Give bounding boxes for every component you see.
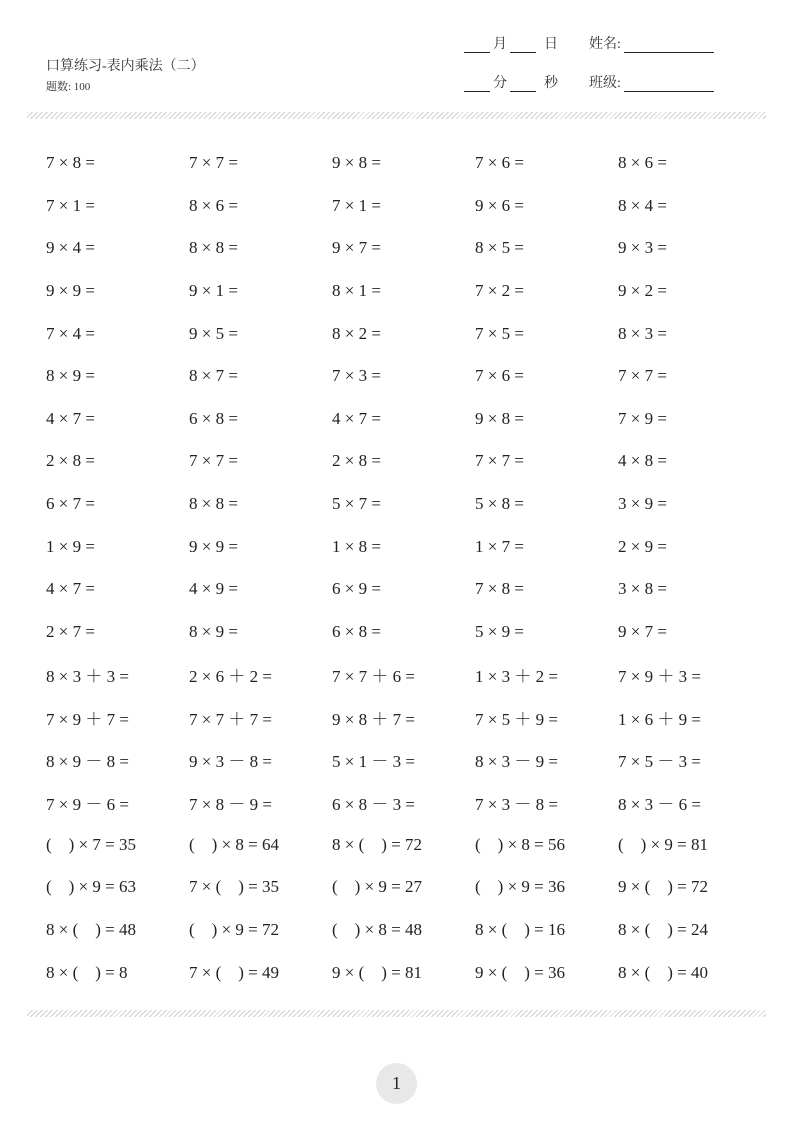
- problem-item: 8 × ( ) = 48: [46, 919, 136, 939]
- problem-item: 6 × 8 =: [332, 621, 381, 641]
- problem-item: 7 × 2 =: [475, 281, 524, 301]
- problem-item: 7 × 4 =: [46, 323, 95, 343]
- problem-item: 2 × 8 =: [332, 451, 381, 471]
- problem-item: 2 × 6 ＋ 2 =: [189, 666, 272, 686]
- problem-item: 7 × 8 － 9 =: [189, 794, 272, 814]
- problem-item: 9 × 6 =: [475, 195, 524, 215]
- problem-item: 7 × 9 ＋ 3 =: [618, 666, 701, 686]
- problem-item: 7 × 7 ＋ 7 =: [189, 709, 272, 729]
- problem-item: 9 × 3 =: [618, 238, 667, 258]
- worksheet-title: 口算练习-表内乘法（二）: [46, 59, 205, 74]
- problem-item: 4 × 8 =: [618, 451, 667, 471]
- problem-item: 1 × 8 =: [332, 536, 381, 556]
- problem-item: 9 × 7 =: [332, 238, 381, 258]
- problem-item: 8 × 3 － 9 =: [475, 752, 558, 772]
- problem-item: 7 × ( ) = 35: [189, 877, 279, 897]
- problem-item: 7 × 3 =: [332, 366, 381, 386]
- problem-item: 8 × 7 =: [189, 366, 238, 386]
- problem-count: 题数: 100: [46, 81, 91, 93]
- problem-item: 3 × 9 =: [618, 494, 667, 514]
- problem-item: 9 × 4 =: [46, 238, 95, 258]
- problem-item: 3 × 8 =: [618, 579, 667, 599]
- problem-item: 8 × ( ) = 16: [475, 919, 565, 939]
- problem-item: 7 × 7 =: [189, 451, 238, 471]
- problem-item: 4 × 7 =: [332, 408, 381, 428]
- problem-item: 7 × 3 － 8 =: [475, 794, 558, 814]
- problem-item: 5 × 8 =: [475, 494, 524, 514]
- problem-item: 8 × ( ) = 40: [618, 962, 708, 982]
- problem-item: 7 × 7 =: [189, 153, 238, 173]
- problem-item: 8 × 3 ＋ 3 =: [46, 666, 129, 686]
- problem-item: 7 × 9 ＋ 7 =: [46, 709, 129, 729]
- problem-item: 2 × 8 =: [46, 451, 95, 471]
- problem-item: 8 × 9 =: [46, 366, 95, 386]
- problem-item: 1 × 3 ＋ 2 =: [475, 666, 558, 686]
- problem-item: 2 × 9 =: [618, 536, 667, 556]
- problem-item: 8 × 3 － 6 =: [618, 794, 701, 814]
- problem-item: 8 × 2 =: [332, 323, 381, 343]
- problem-item: ( ) × 8 = 64: [189, 834, 279, 854]
- class-label: 班级:: [589, 76, 621, 91]
- problem-item: 8 × 9 － 8 =: [46, 752, 129, 772]
- problem-item: 8 × ( ) = 72: [332, 834, 422, 854]
- minute-label: 分: [493, 76, 507, 91]
- problem-item: 4 × 7 =: [46, 408, 95, 428]
- second-blank[interactable]: [510, 77, 536, 92]
- problem-item: ( ) × 9 = 81: [618, 834, 708, 854]
- problem-item: 1 × 6 ＋ 9 =: [618, 709, 701, 729]
- problem-item: 7 × 8 =: [475, 579, 524, 599]
- name-label: 姓名:: [589, 37, 621, 52]
- problem-item: ( ) × 8 = 56: [475, 834, 565, 854]
- problem-item: 4 × 7 =: [46, 579, 95, 599]
- problem-item: 8 × 4 =: [618, 195, 667, 215]
- problem-item: 6 × 8 － 3 =: [332, 794, 415, 814]
- problem-item: 9 × ( ) = 72: [618, 877, 708, 897]
- problem-item: 9 × 3 － 8 =: [189, 752, 272, 772]
- problem-item: 8 × 6 =: [618, 153, 667, 173]
- problem-item: 6 × 9 =: [332, 579, 381, 599]
- time-field: [464, 72, 561, 92]
- problem-item: 5 × 9 =: [475, 621, 524, 641]
- problem-item: 8 × 9 =: [189, 621, 238, 641]
- problem-item: 9 × 8 =: [332, 153, 381, 173]
- problem-item: 7 × 5 =: [475, 323, 524, 343]
- problem-item: 9 × 9 =: [46, 281, 95, 301]
- problem-item: 9 × 2 =: [618, 281, 667, 301]
- problem-item: 9 × ( ) = 81: [332, 962, 422, 982]
- second-label: 秒: [544, 76, 558, 91]
- class-blank[interactable]: [624, 77, 714, 92]
- problem-item: 2 × 7 =: [46, 621, 95, 641]
- problem-item: ( ) × 9 = 27: [332, 877, 422, 897]
- problem-item: 7 × 7 ＋ 6 =: [332, 666, 415, 686]
- problem-item: 9 × 9 =: [189, 536, 238, 556]
- bottom-divider: [27, 1010, 766, 1017]
- name-blank[interactable]: [624, 38, 714, 53]
- problem-item: 7 × 9 =: [618, 408, 667, 428]
- problem-item: 4 × 9 =: [189, 579, 238, 599]
- problem-item: 7 × 6 =: [475, 153, 524, 173]
- problem-item: ( ) × 9 = 63: [46, 877, 136, 897]
- problem-item: 7 × 5 － 3 =: [618, 752, 701, 772]
- problem-item: 7 × 9 － 6 =: [46, 794, 129, 814]
- problem-item: 9 × 8 =: [475, 408, 524, 428]
- problem-item: 8 × ( ) = 24: [618, 919, 708, 939]
- problem-item: 8 × ( ) = 8: [46, 962, 128, 982]
- problem-item: ( ) × 9 = 72: [189, 919, 279, 939]
- problem-item: 7 × ( ) = 49: [189, 962, 279, 982]
- problem-item: 6 × 8 =: [189, 408, 238, 428]
- month-blank[interactable]: [464, 38, 490, 53]
- problem-item: 9 × ( ) = 36: [475, 962, 565, 982]
- top-divider: [27, 112, 766, 119]
- problem-item: 8 × 1 =: [332, 281, 381, 301]
- problem-item: 1 × 9 =: [46, 536, 95, 556]
- problem-item: 5 × 7 =: [332, 494, 381, 514]
- problem-item: 1 × 7 =: [475, 536, 524, 556]
- problem-item: 5 × 1 － 3 =: [332, 752, 415, 772]
- problem-item: 7 × 7 =: [475, 451, 524, 471]
- month-label: 月: [493, 37, 507, 52]
- problem-item: 8 × 8 =: [189, 238, 238, 258]
- day-label: 日: [544, 37, 558, 52]
- problem-item: 8 × 8 =: [189, 494, 238, 514]
- problem-item: 9 × 5 =: [189, 323, 238, 343]
- problem-item: 7 × 6 =: [475, 366, 524, 386]
- problem-item: ( ) × 9 = 36: [475, 877, 565, 897]
- problem-item: 9 × 8 ＋ 7 =: [332, 709, 415, 729]
- problem-item: ( ) × 8 = 48: [332, 919, 422, 939]
- problem-item: 7 × 5 ＋ 9 =: [475, 709, 558, 729]
- problem-item: 7 × 1 =: [46, 195, 95, 215]
- date-field: [464, 33, 561, 53]
- problem-item: 7 × 7 =: [618, 366, 667, 386]
- problem-item: 9 × 7 =: [618, 621, 667, 641]
- problem-item: 8 × 5 =: [475, 238, 524, 258]
- page-number: 1: [376, 1063, 417, 1104]
- day-blank[interactable]: [510, 38, 536, 53]
- problem-item: 6 × 7 =: [46, 494, 95, 514]
- problem-item: 7 × 8 =: [46, 153, 95, 173]
- problem-item: ( ) × 7 = 35: [46, 834, 136, 854]
- name-field: [589, 33, 714, 53]
- class-field: [589, 72, 714, 92]
- problem-grid: [46, 142, 760, 994]
- problem-item: 8 × 3 =: [618, 323, 667, 343]
- problem-item: 9 × 1 =: [189, 281, 238, 301]
- minute-blank[interactable]: [464, 77, 490, 92]
- problem-item: 7 × 1 =: [332, 195, 381, 215]
- problem-item: 8 × 6 =: [189, 195, 238, 215]
